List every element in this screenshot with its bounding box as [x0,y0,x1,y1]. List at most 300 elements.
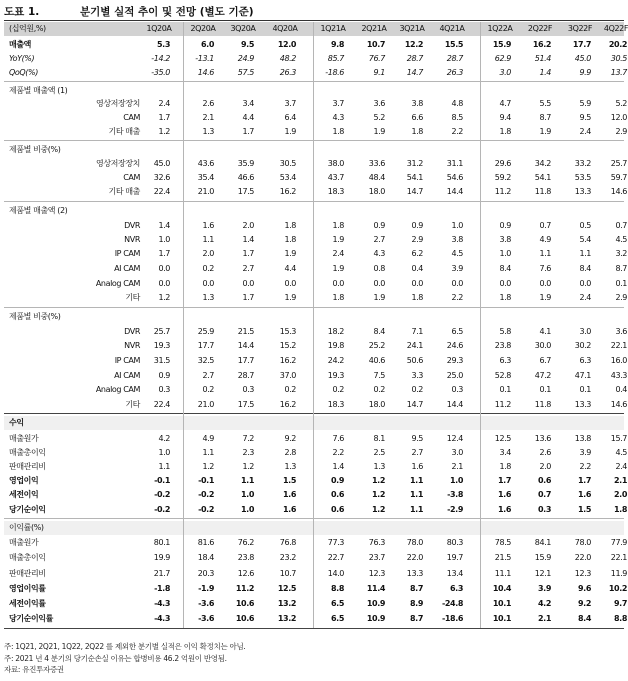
table-row [4,567,627,581]
column-header-row [4,22,628,36]
table-cell: 1.6 [498,505,511,514]
table-cell: 1.7 [242,249,254,258]
table-cell: 19.7 [446,553,463,562]
table-cell: 80.1 [153,538,170,547]
table-cell: 0.1 [539,385,551,394]
table-cell: 0.9 [158,371,170,380]
table-row [4,84,624,98]
table-cell: 4.9 [539,235,551,244]
table-cell: 25.2 [368,341,385,350]
table-cell: 18.3 [327,400,344,409]
table-cell: 17.5 [237,400,254,409]
table-cell: 11.2 [494,187,511,196]
table-cell: 1.0 [451,221,463,230]
table-cell: 1.1 [202,448,214,457]
row-label: AI CAM [114,264,140,273]
table-cell: 8.8 [614,614,627,623]
table-row [4,325,627,339]
row-label: 당기순이익률 [9,614,53,623]
table-cell: 47.2 [534,371,551,380]
table-cell: 11.2 [235,584,254,593]
table-cell: 16.0 [610,356,627,365]
table-cell: 0.1 [579,385,591,394]
table-cell: 1.1 [539,249,551,258]
table-cell: 6.6 [411,113,423,122]
table-cell: 4.2 [538,599,551,608]
table-cell: -24.8 [441,599,463,608]
table-cell: 3.7 [284,99,296,108]
table-cell: 2.9 [615,293,627,302]
table-cell: 0.1 [615,279,627,288]
table-cell: 0.0 [451,279,463,288]
table-cell: 15.9 [492,40,511,49]
table-cell: 13.4 [446,569,463,578]
table-cell: 54.1 [534,173,551,182]
row-label: QoQ(%) [9,68,38,77]
table-row [4,339,627,353]
table-cell: 1.4 [158,221,170,230]
table-cell: 1.8 [411,293,423,302]
table-cell: 0.0 [202,279,214,288]
table-cell: 11.4 [366,584,385,593]
table-cell: 2.6 [539,448,551,457]
row-label: 제품별 매출액 (2) [9,206,68,215]
table-cell: 0.9 [499,221,511,230]
table-cell: 14.6 [610,187,627,196]
table-cell: 3.6 [373,99,385,108]
table-cell: 16.2 [532,40,551,49]
table-cell: 3.8 [499,235,511,244]
table-cell: 0.0 [332,279,344,288]
table-cell: 0.9 [373,221,385,230]
table-cell: 2.3 [242,448,254,457]
table-cell: 78.0 [406,538,423,547]
row-label: NVR [124,341,140,350]
table-cell: 6.5 [451,327,463,336]
column-header: 4Q21A [439,24,465,33]
table-cell: 2.1 [614,476,627,485]
table-cell: 15.7 [610,434,627,443]
table-cell: 13.6 [534,434,551,443]
table-cell: 0.0 [158,264,170,273]
table-cell: 1.9 [284,127,296,136]
table-cell: 9.5 [579,113,591,122]
table-row [4,369,627,383]
table-cell: 14.4 [446,400,463,409]
table-cell: 21.7 [153,569,170,578]
table-cell: 9.9 [579,68,591,77]
table-row [4,66,627,80]
table-cell: 53.4 [279,173,296,182]
table-row [4,460,627,474]
table-cell: 17.7 [197,341,214,350]
table-cell: 76.3 [368,538,385,547]
table-cell: 77.9 [610,538,627,547]
row-label: CAM [123,113,140,122]
table-cell: 2.4 [579,293,591,302]
table-cell: 1.2 [372,476,385,485]
table-cell: 0.5 [579,221,591,230]
table-cell: 1.1 [158,462,170,471]
row-label: DVR [124,221,140,230]
table-cell: 10.9 [366,614,385,623]
table-cell: 9.2 [284,434,296,443]
table-cell: 0.3 [242,385,254,394]
table-cell: 12.1 [534,569,551,578]
table-row [4,597,627,611]
table-cell: 2.8 [284,448,296,457]
table-cell: -3.6 [198,599,214,608]
row-label: 영상저장장치 [96,99,140,108]
table-cell: -1.9 [198,584,214,593]
row-label: IP CAM [114,249,140,258]
table-cell: 1.2 [372,490,385,499]
table-cell: 2.4 [579,127,591,136]
table-cell: 3.7 [332,99,344,108]
table-cell: 8.4 [578,614,591,623]
table-cell: 1.2 [372,505,385,514]
table-cell: 17.7 [572,40,591,49]
table-cell: 3.0 [499,68,511,77]
table-row [4,171,627,185]
table-cell: 4.5 [615,235,627,244]
table-cell: 21.5 [494,553,511,562]
table-cell: 1.9 [539,127,551,136]
table-row [4,204,624,218]
table-cell: 11.1 [494,569,511,578]
figure-title: 분기별 실적 추이 및 전망 (별도 기준) [80,6,254,18]
table-cell: 11.8 [534,187,551,196]
table-cell: 77.3 [327,538,344,547]
table-cell: 0.2 [332,385,344,394]
row-label: YoY(%) [9,54,35,63]
row-separator [4,413,624,414]
table-cell: 17.7 [237,356,254,365]
table-cell: 1.9 [284,249,296,258]
table-cell: 12.3 [574,569,591,578]
table-cell: 1.6 [498,490,511,499]
table-cell: 1.0 [450,476,463,485]
table-cell: 12.0 [277,40,296,49]
table-row [4,291,627,305]
table-cell: 1.6 [578,490,591,499]
table-cell: 0.2 [411,385,423,394]
table-cell: 15.2 [279,341,296,350]
table-cell: 0.0 [158,279,170,288]
table-cell: 0.6 [538,476,551,485]
table-cell: 2.5 [373,448,385,457]
table-cell: 22.7 [327,553,344,562]
table-cell: 22.4 [153,400,170,409]
table-cell: 5.2 [615,99,627,108]
table-cell: -18.6 [325,68,344,77]
row-label: 매출액 [9,40,31,49]
table-cell: -0.1 [198,476,214,485]
table-cell: 14.6 [610,400,627,409]
table-cell: 26.3 [279,68,296,77]
table-cell: 1.8 [332,293,344,302]
table-cell: 2.2 [451,293,463,302]
table-cell: 1.1 [410,476,423,485]
table-cell: 19.3 [327,371,344,380]
table-cell: 1.9 [539,293,551,302]
table-cell: 9.5 [241,40,254,49]
table-cell: 8.4 [579,264,591,273]
table-cell: -0.2 [154,505,170,514]
table-cell: 1.2 [158,127,170,136]
table-cell: 3.2 [615,249,627,258]
table-cell: 21.0 [197,400,214,409]
table-cell: 1.4 [539,68,551,77]
footnote-2: 주: 2021 년 4 분기의 당기순손실 이유는 합병비용 46.2 억원이 반영됨. [4,653,227,663]
table-cell: 25.9 [197,327,214,336]
table-cell: -1.8 [154,584,170,593]
table-row [4,503,627,517]
table-cell: 1.4 [242,235,254,244]
column-separator [183,22,184,628]
table-cell: 45.0 [574,54,591,63]
column-header: 3Q21A [399,24,425,33]
table-cell: 7.1 [411,327,423,336]
table-cell: 1.6 [283,505,296,514]
table-row [4,277,627,291]
row-separator [4,81,624,82]
table-cell: 46.6 [237,173,254,182]
row-label: 제품별 비중(%) [9,312,61,321]
table-cell: 13.3 [574,400,591,409]
table-cell: 30.2 [574,341,591,350]
table-row [4,38,627,52]
table-cell: 0.3 [451,385,463,394]
table-cell: 22.0 [406,553,423,562]
table-cell: 0.3 [538,505,551,514]
table-row [4,612,627,626]
table-row [4,432,627,446]
table-cell: 9.2 [578,599,591,608]
table-cell: 2.1 [202,113,214,122]
table-cell: 21.0 [197,187,214,196]
table-cell: 13.2 [277,599,296,608]
table-cell: 21.5 [237,327,254,336]
table-cell: 1.1 [202,235,214,244]
table-cell: 12.0 [610,113,627,122]
table-cell: 31.2 [406,159,423,168]
table-cell: 14.0 [327,569,344,578]
table-cell: 54.6 [446,173,463,182]
table-cell: 18.0 [368,187,385,196]
table-cell: 28.7 [406,54,423,63]
table-cell: 3.0 [579,327,591,336]
table-cell: 24.1 [406,341,423,350]
table-cell: 3.4 [499,448,511,457]
table-cell: 35.4 [197,173,214,182]
table-cell: -14.2 [151,54,170,63]
row-label: Analog CAM [95,385,140,394]
table-cell: -18.6 [441,614,463,623]
table-cell: 1.7 [242,293,254,302]
table-cell: 15.5 [444,40,463,49]
table-cell: 2.2 [579,462,591,471]
table-cell: 5.5 [539,99,551,108]
table-cell: 16.2 [279,187,296,196]
footnotes [4,641,246,676]
row-separator [4,307,624,308]
table-cell: 1.3 [202,293,214,302]
table-cell: 4.9 [202,434,214,443]
table-cell: 20.2 [608,40,627,49]
table-row [4,536,627,550]
row-label: 매출원가 [9,538,39,547]
table-cell: -0.1 [154,476,170,485]
table-cell: 2.0 [242,221,254,230]
column-separator [313,22,314,628]
table-cell: 4.8 [451,99,463,108]
table-cell: 43.7 [327,173,344,182]
table-cell: 12.3 [368,569,385,578]
table-cell: 6.2 [411,249,423,258]
table-cell: 1.1 [410,505,423,514]
table-cell: 1.9 [284,293,296,302]
table-cell: 0.7 [615,221,627,230]
table-cell: 0.9 [411,221,423,230]
table-cell: 30.5 [610,54,627,63]
unit-label: (십억원,%) [9,24,46,33]
table-cell: 1.1 [241,476,254,485]
table-cell: 59.7 [610,173,627,182]
table-cell: 1.8 [614,505,627,514]
table-row [4,398,627,412]
table-cell: 34.2 [534,159,551,168]
row-label: 영업이익 [9,476,39,485]
table-cell: 45.0 [153,159,170,168]
table-cell: 14.4 [446,187,463,196]
table-cell: 31.1 [446,159,463,168]
table-cell: 32.5 [197,356,214,365]
table-cell: 8.7 [615,264,627,273]
table-cell: 7.6 [332,434,344,443]
table-cell: 1.0 [241,490,254,499]
table-cell: 12.5 [494,434,511,443]
table-cell: 12.6 [237,569,254,578]
table-cell: 1.1 [579,249,591,258]
table-row [4,233,627,247]
table-cell: 50.6 [406,356,423,365]
table-cell: 0.6 [331,505,344,514]
table-cell: 6.4 [284,113,296,122]
table-cell: 4.1 [539,327,551,336]
table-cell: 6.3 [499,356,511,365]
table-cell: 31.5 [153,356,170,365]
table-cell: 3.8 [411,99,423,108]
table-cell: 1.7 [242,127,254,136]
table-cell: 1.8 [499,127,511,136]
table-cell: 25.7 [153,327,170,336]
table-cell: 1.8 [332,221,344,230]
table-cell: 12.5 [277,584,296,593]
table-cell: 11.8 [534,400,551,409]
row-label: NVR [124,235,140,244]
table-cell: 22.1 [610,553,627,562]
table-cell: 24.6 [446,341,463,350]
table-cell: 8.7 [539,113,551,122]
table-cell: -3.6 [198,614,214,623]
table-cell: 22.4 [153,187,170,196]
table-cell: 0.6 [331,490,344,499]
table-cell: 2.9 [411,235,423,244]
column-header: 1Q22A [487,24,513,33]
table-cell: 43.6 [197,159,214,168]
table-cell: 8.9 [410,599,423,608]
table-cell: 24.9 [237,54,254,63]
table-cell: 43.3 [610,371,627,380]
table-cell: 13.2 [277,614,296,623]
table-cell: 0.0 [242,279,254,288]
row-label: 판매관리비 [9,569,46,578]
table-cell: 4.4 [284,264,296,273]
table-cell: 0.0 [284,279,296,288]
table-cell: 12.4 [446,434,463,443]
table-cell: 7.2 [242,434,254,443]
table-cell: 1.8 [411,127,423,136]
table-cell: 0.2 [284,385,296,394]
table-cell: 81.6 [197,538,214,547]
table-cell: 20.3 [197,569,214,578]
column-header: 1Q21A [320,24,346,33]
table-cell: 4.5 [451,249,463,258]
table-cell: 2.0 [614,490,627,499]
table-cell: 11.2 [494,400,511,409]
table-cell: 3.3 [411,371,423,380]
table-cell: 2.7 [202,371,214,380]
table-cell: -2.9 [447,505,463,514]
row-label: 세전이익률 [9,599,46,608]
table-cell: 15.9 [534,553,551,562]
row-label: 매출원가 [9,434,39,443]
table-cell: -0.2 [198,490,214,499]
row-label: 영업이익률 [9,584,46,593]
table-row [4,310,624,324]
row-label: 매출총이익 [9,448,46,457]
table-cell: 18.3 [327,187,344,196]
table-cell: -0.2 [154,490,170,499]
table-cell: 4.5 [615,448,627,457]
table-cell: 78.5 [494,538,511,547]
table-cell: 10.1 [492,599,511,608]
table-cell: -13.1 [195,54,214,63]
table-cell: 5.8 [499,327,511,336]
table-cell: 54.1 [406,173,423,182]
table-cell: 29.6 [494,159,511,168]
table-cell: 23.8 [494,341,511,350]
table-cell: 3.4 [242,99,254,108]
row-label: 기타 [125,293,140,302]
table-cell: -3.8 [447,490,463,499]
table-cell: 85.7 [327,54,344,63]
table-cell: 76.7 [368,54,385,63]
table-cell: 28.7 [446,54,463,63]
table-cell: 0.3 [158,385,170,394]
row-label: 기타 [125,400,140,409]
table-cell: 23.8 [237,553,254,562]
row-separator [4,201,624,202]
row-label: 매출총이익 [9,553,46,562]
table-cell: 0.1 [499,385,511,394]
table-cell: 0.8 [373,264,385,273]
table-cell: 47.1 [574,371,591,380]
table-cell: 19.9 [153,553,170,562]
table-cell: 38.0 [327,159,344,168]
table-cell: 1.6 [202,221,214,230]
